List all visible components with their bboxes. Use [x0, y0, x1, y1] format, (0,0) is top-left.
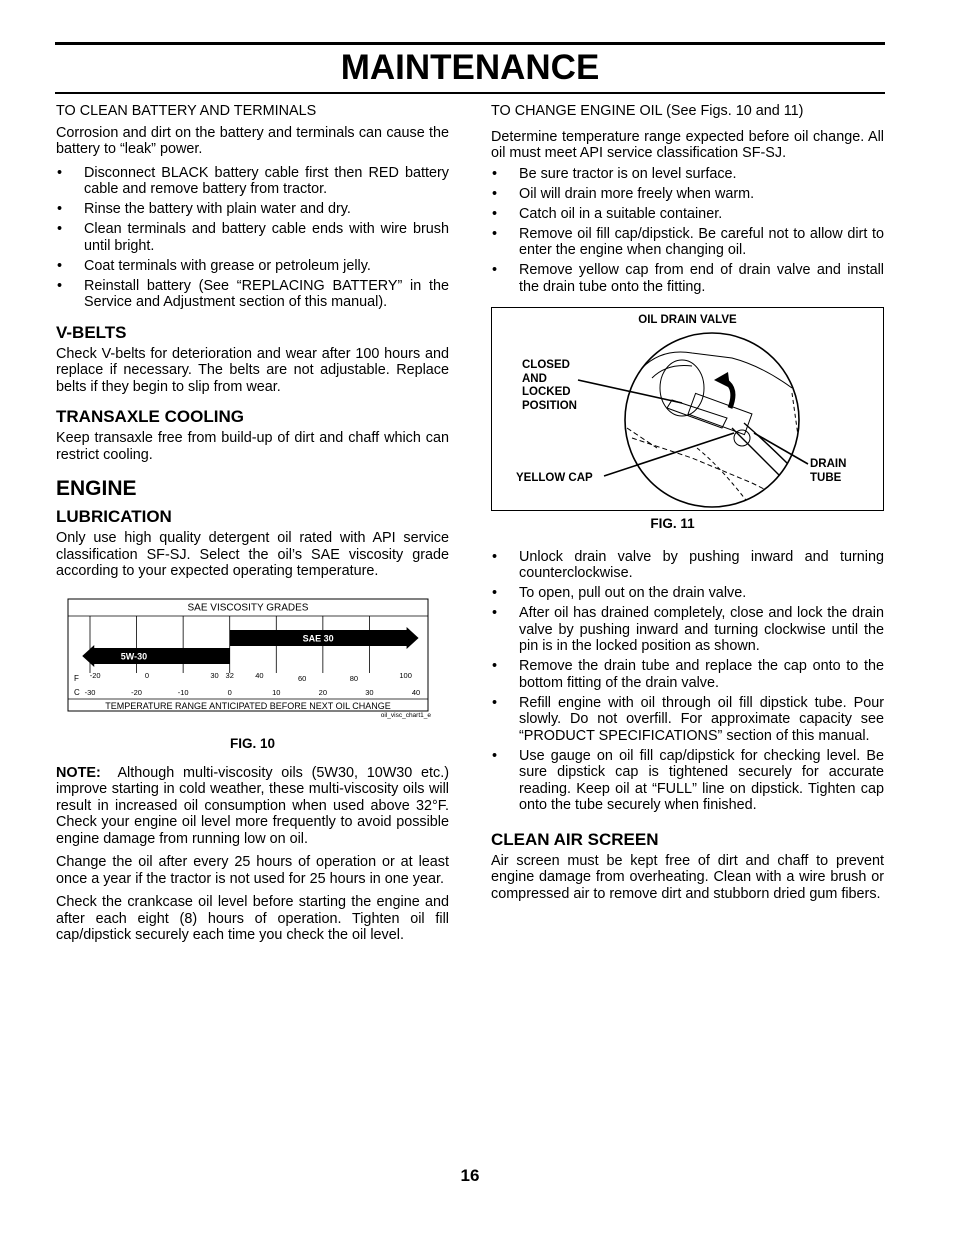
c-tick-label: 20: [318, 687, 328, 697]
oil-change-interval-text: Change the oil after every 25 hours of operation or at least once a year if the tractor is not used for 25 hours in one year.: [56, 854, 449, 887]
chart-xlabel: TEMPERATURE RANGE ANTICIPATED BEFORE NEXT OIL CHANGE: [105, 700, 391, 711]
transaxle-heading: TRANSAXLE COOLING: [56, 407, 244, 426]
f-tick-label: 32: [225, 670, 234, 680]
list-item: • Refill engine with oil through oil fill dipstick tube. Pour slowly. Do not overfill. For approximate capacity see “PRODUCT SPECIFICATIONS” section of this manual.: [491, 695, 884, 745]
list-item: • Remove oil fill cap/dipstick. Be careful not to allow dirt to enter the engine when changing oil.: [491, 226, 884, 259]
series-label: SAE 30: [302, 633, 334, 643]
note-label: NOTE:: [56, 764, 101, 781]
air-screen-text: Air screen must be kept free of dirt and chaff to prevent engine damage from overheating. Clean with a wire brush or compressed air to remove dirt and stubborn dried gum fibers.: [491, 852, 884, 902]
f-tick-label: 60: [297, 673, 307, 683]
list-item: • Reinstall battery (See “REPLACING BATTERY” in the Service and Adjustment section of this manual).: [56, 278, 449, 311]
list-item: • Catch oil in a suitable container.: [491, 206, 884, 223]
c-tick-label: 30: [365, 687, 374, 697]
f-tick-label: 100: [399, 670, 412, 680]
note-text: Although multi-viscosity oils (5W30, 10W30 etc.) improve starting in cold weather, these multi-viscosity oils will result in increased oil consumption when used above 32°F. Check your engine oil level more frequently to avoid possible engine damage from running low on oil.: [56, 764, 450, 847]
series-bar: [82, 645, 229, 667]
c-tick-label: 0: [227, 687, 232, 697]
list-item: • Remove the drain tube and replace the cap onto to the bottom fitting of the drain valve.: [491, 658, 884, 691]
list-item: • After oil has drained completely, close and lock the drain valve by pushing inward and turning clockwise until the pin is in the locked position as shown.: [491, 605, 884, 655]
list-item: • To open, pull out on the drain valve.: [491, 585, 884, 602]
page-title: MAINTENANCE: [340, 48, 600, 87]
note-paragraph: [56, 765, 449, 848]
closed-locked-label: CLOSED AND LOCKED POSITION: [522, 359, 577, 412]
c-tick-label: -10: [177, 687, 189, 697]
c-tick-label: 10: [272, 687, 281, 697]
transaxle-text: Keep transaxle free from build-up of dirt and chaff which can restrict cooling.: [56, 430, 449, 463]
list-item: • Be sure tractor is on level surface.: [491, 166, 884, 183]
series-label: 5W-30: [120, 651, 148, 661]
f-tick-label: 30: [210, 670, 219, 680]
list-item: • Disconnect BLACK battery cable first then RED battery cable and remove battery from tractor.: [56, 165, 449, 198]
lubrication-heading: LUBRICATION: [56, 507, 172, 526]
list-item: • Unlock drain valve by pushing inward and turning counterclockwise.: [491, 549, 884, 582]
header-rule-top: [55, 42, 885, 45]
chart-code: oil_visc_chart1_e: [380, 711, 431, 719]
list-item: • Oil will drain more freely when warm.: [491, 186, 884, 203]
drain-tube-label: DRAIN TUBE: [810, 458, 847, 484]
fig11-title: OIL DRAIN VALVE: [638, 314, 737, 326]
oil-steps: [491, 166, 884, 296]
drain-steps: [491, 549, 884, 814]
c-tick-label: -30: [84, 687, 96, 697]
oil-subhead: TO CHANGE ENGINE OIL (See Figs. 10 and 11): [491, 103, 804, 119]
c-tick-label: 40: [411, 687, 421, 697]
f-tick-label: 80: [349, 673, 359, 683]
right-column: [491, 103, 884, 909]
list-item: • Rinse the battery with plain water and dry.: [56, 201, 449, 218]
viscosity-chart: [56, 598, 449, 731]
lubrication-text: Only use high quality detergent oil rated with API service classification SF-SJ. Select the oil’s SAE viscosity grade according to your expected operating temperature.: [56, 530, 449, 579]
list-item: • Remove yellow cap from end of drain valve and install the drain tube onto the fitting.: [491, 262, 884, 295]
header-rule-bottom: [55, 92, 885, 94]
vbelts-heading: V-BELTS: [56, 322, 127, 342]
drain-valve-illustration: [492, 308, 883, 510]
chart-title: SAE VISCOSITY GRADES: [187, 602, 309, 613]
battery-subhead: TO CLEAN BATTERY AND TERMINALS: [56, 103, 317, 119]
vbelts-text: Check V-belts for deterioration and wear after 100 hours and replace if necessary. The belts are not adjustable. Replace belts if they begin to slip from wear.: [56, 345, 449, 395]
list-item: • Coat terminals with grease or petroleum jelly.: [56, 258, 449, 275]
battery-intro: Corrosion and dirt on the battery and terminals can cause the battery to “leak” power.: [56, 124, 449, 157]
oil-check-text: Check the crankcase oil level before starting the engine and after each eight (8) hours of operation. Tighten oil fill cap/dipstick securely each time you check the oil level.: [56, 894, 449, 943]
fig11-caption: FIG. 11: [650, 516, 695, 531]
air-screen-heading: CLEAN AIR SCREEN: [491, 829, 659, 849]
f-tick-label: -20: [89, 670, 101, 680]
list-item: • Clean terminals and battery cable ends with wire brush until bright.: [56, 221, 449, 254]
viscosity-chart-svg: [56, 598, 449, 726]
engine-heading: ENGINE: [56, 477, 137, 500]
yellow-cap-label: YELLOW CAP: [516, 472, 593, 484]
c-tick-label: -20: [131, 687, 142, 697]
page-number: 16: [460, 1166, 480, 1185]
fig10-caption: FIG. 10: [229, 736, 275, 751]
oil-drain-valve-figure: [491, 307, 884, 511]
list-item: • Use gauge on oil fill cap/dipstick for checking level. Be sure dipstick cap is tightened securely for accurate reading. Keep oil at “FULL” line on dipstick. Tighten cap onto the tube securely when finished.: [491, 748, 884, 814]
fahrenheit-label: F: [74, 673, 79, 683]
celsius-label: C: [74, 687, 80, 697]
f-tick-label: 0: [144, 670, 150, 680]
magnifier-circle: [625, 333, 799, 507]
battery-steps: [56, 165, 449, 311]
left-column: [56, 103, 449, 951]
f-tick-label: 40: [255, 670, 264, 680]
oil-intro: Determine temperature range expected before oil change. All oil must meet API service classification SF-SJ.: [491, 128, 884, 161]
